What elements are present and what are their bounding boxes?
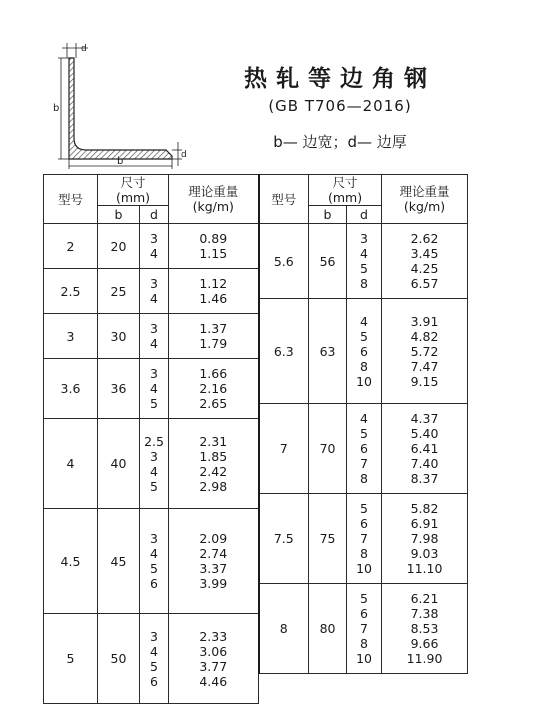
- model-cell: 2: [44, 224, 98, 269]
- width-cell: 70: [309, 404, 347, 494]
- weight-cell-value: 5.40: [410, 426, 439, 441]
- table-row: [44, 224, 468, 239]
- model-cell: 3: [44, 314, 98, 359]
- thickness-cell-value: 8: [360, 471, 368, 486]
- thickness-cell-value: 10: [356, 651, 372, 666]
- weight-cell-value: 3.06: [199, 643, 228, 659]
- weight-cell: [382, 584, 468, 674]
- width-cell: 45: [98, 509, 140, 614]
- thickness-cell-value: 4: [150, 643, 158, 659]
- weight-cell-value: 1.12: [199, 276, 228, 291]
- weight-cell-value: 9.03: [410, 546, 439, 561]
- weight-cell-value: 1.66: [199, 366, 228, 381]
- weight-cell-value: 4.82: [410, 328, 439, 344]
- width-cell: 25: [98, 269, 140, 314]
- width-cell: 80: [309, 584, 347, 674]
- weight-cell: [169, 509, 259, 614]
- model-cell: 4.5: [44, 509, 98, 614]
- thickness-cell-value: 6: [360, 516, 368, 531]
- thickness-cell-value: 7: [360, 621, 368, 636]
- thickness-cell-value: 7: [360, 456, 368, 471]
- diagram-label-d-right: d: [181, 150, 187, 160]
- weight-cell-value: 6.41: [410, 441, 439, 456]
- weight-cell-value: 1.46: [199, 291, 228, 306]
- header-size: [98, 175, 169, 206]
- header-size-line2: (mm): [115, 190, 151, 205]
- header-b: b: [98, 206, 140, 224]
- header-size-line2: (mm): [327, 190, 363, 205]
- thickness-cell-value: 3: [150, 628, 158, 644]
- weight-cell-value: 6.57: [410, 276, 439, 291]
- weight-cell-value: 8.53: [410, 621, 439, 636]
- model-cell: 5.6: [259, 224, 309, 299]
- legend-note: b— 边宽；d— 边厚: [273, 133, 407, 151]
- thickness-cell-value: 5: [360, 426, 368, 441]
- weight-cell: [169, 269, 259, 314]
- weight-cell-value: 3.91: [410, 313, 439, 329]
- header-weight-line2: (kg/m): [403, 199, 446, 214]
- weight-cell: [169, 419, 259, 509]
- thickness-cell: [347, 494, 382, 584]
- weight-cell-value: 1.15: [199, 246, 228, 261]
- thickness-cell-value: 4: [150, 463, 158, 479]
- weight-cell-value: 5.82: [410, 501, 439, 516]
- weight-cell-value: 6.21: [410, 591, 439, 606]
- model-cell: 7.5: [259, 494, 309, 584]
- weight-cell: [382, 299, 468, 404]
- weight-cell-value: 3.77: [199, 658, 228, 674]
- header-size-line1: 尺寸: [332, 175, 358, 190]
- model-cell: 2.5: [44, 269, 98, 314]
- weight-cell: [169, 359, 259, 419]
- weight-cell-value: 7.47: [410, 358, 439, 374]
- weight-cell-value: 2.09: [199, 531, 228, 546]
- header-d: d: [140, 206, 169, 224]
- thickness-cell-value: 8: [360, 636, 368, 651]
- model-cell: 4: [44, 419, 98, 509]
- thickness-cell-value: 5: [360, 591, 368, 606]
- weight-cell-value: 2.65: [199, 396, 228, 411]
- thickness-cell-value: 4: [150, 246, 158, 261]
- thickness-cell-value: 2.5: [144, 433, 164, 449]
- weight-cell: [382, 494, 468, 584]
- thickness-cell-value: 6: [150, 673, 158, 689]
- weight-cell-value: 3.99: [199, 576, 228, 591]
- thickness-cell-value: 3: [150, 531, 158, 546]
- thickness-cell: [140, 509, 169, 614]
- standard-code: (GB T706—2016): [268, 97, 412, 115]
- header-b-right: b: [309, 206, 347, 224]
- weight-cell-value: 2.42: [199, 463, 228, 479]
- thickness-cell: [347, 404, 382, 494]
- header-size-right: [309, 175, 382, 206]
- thickness-cell-value: 4: [360, 313, 368, 329]
- weight-cell-value: 6.91: [410, 516, 439, 531]
- weight-cell-value: 4.46: [199, 673, 228, 689]
- thickness-cell-value: 5: [150, 478, 158, 494]
- thickness-cell-value: 10: [356, 561, 372, 576]
- header-model: 型号: [44, 175, 98, 224]
- weight-cell-value: 2.62: [410, 231, 439, 246]
- thickness-cell-value: 8: [360, 358, 368, 374]
- weight-cell-value: 5.72: [410, 343, 439, 359]
- weight-cell-value: 1.79: [199, 336, 228, 351]
- model-cell: 3.6: [44, 359, 98, 419]
- thickness-cell: [140, 269, 169, 314]
- weight-cell-value: 1.37: [199, 321, 228, 336]
- thickness-cell-value: 4: [150, 546, 158, 561]
- header-model-right: 型号: [259, 175, 309, 224]
- model-cell: 8: [259, 584, 309, 674]
- thickness-cell: [140, 359, 169, 419]
- thickness-cell-value: 3: [360, 231, 368, 246]
- width-cell: 75: [309, 494, 347, 584]
- thickness-cell-value: 3: [150, 366, 158, 381]
- weight-cell-value: 2.98: [199, 478, 228, 494]
- weight-cell-value: 1.85: [199, 448, 228, 464]
- thickness-cell-value: 8: [360, 276, 368, 291]
- weight-cell-value: 7.98: [410, 531, 439, 546]
- thickness-cell-value: 6: [360, 343, 368, 359]
- thickness-cell: [140, 314, 169, 359]
- thickness-cell-value: 3: [150, 321, 158, 336]
- width-cell: 20: [98, 224, 140, 269]
- thickness-cell-value: 6: [150, 576, 158, 591]
- thickness-cell-value: 5: [150, 561, 158, 576]
- weight-cell-value: 8.37: [410, 471, 439, 486]
- width-cell: 30: [98, 314, 140, 359]
- weight-cell-value: 2.16: [199, 381, 228, 396]
- thickness-cell-value: 5: [360, 261, 368, 276]
- width-cell: 56: [309, 224, 347, 299]
- header-weight-line1: 理论重量: [188, 184, 239, 199]
- weight-cell: [382, 404, 468, 494]
- weight-cell: [169, 614, 259, 704]
- spec-table: [43, 174, 468, 704]
- weight-cell-value: 4.25: [410, 261, 439, 276]
- diagram-label-b-left: b: [53, 103, 60, 114]
- page-title: 热轧等边角钢: [244, 66, 436, 92]
- width-cell: 36: [98, 359, 140, 419]
- header-weight-right: [382, 175, 468, 224]
- thickness-cell-value: 4: [150, 336, 158, 351]
- weight-cell-value: 7.38: [410, 606, 439, 621]
- weight-cell: [169, 314, 259, 359]
- thickness-cell-value: 3: [150, 276, 158, 291]
- thickness-cell-value: 10: [356, 373, 372, 389]
- thickness-cell-value: 5: [150, 396, 158, 411]
- weight-cell-value: 3.37: [199, 561, 228, 576]
- weight-cell: [169, 224, 259, 269]
- header-size-line1: 尺寸: [120, 175, 146, 190]
- weight-cell-value: 9.15: [410, 373, 439, 389]
- weight-cell-value: 4.37: [410, 411, 439, 426]
- width-cell: 50: [98, 614, 140, 704]
- header-weight-line1: 理论重量: [399, 184, 450, 199]
- thickness-cell-value: 8: [360, 546, 368, 561]
- thickness-cell: [140, 419, 169, 509]
- thickness-cell: [347, 224, 382, 299]
- thickness-cell-value: 6: [360, 606, 368, 621]
- thickness-cell: [347, 299, 382, 404]
- thickness-cell-value: 5: [360, 501, 368, 516]
- thickness-cell-value: 4: [360, 246, 368, 261]
- thickness-cell: [347, 584, 382, 674]
- thickness-cell: [140, 224, 169, 269]
- thickness-cell-value: 3: [150, 448, 158, 464]
- thickness-cell-value: 6: [360, 441, 368, 456]
- thickness-cell-value: 4: [360, 411, 368, 426]
- header-weight: [169, 175, 259, 224]
- header-d-right: d: [347, 206, 382, 224]
- model-cell: 5: [44, 614, 98, 704]
- width-cell: 63: [309, 299, 347, 404]
- weight-cell-value: 2.74: [199, 546, 228, 561]
- angle-section-diagram: [40, 38, 200, 174]
- diagram-label-b-bottom: b: [117, 156, 124, 167]
- thickness-cell: [140, 614, 169, 704]
- weight-cell-value: 3.45: [410, 246, 439, 261]
- weight-cell-value: 7.40: [410, 456, 439, 471]
- model-cell: 6.3: [259, 299, 309, 404]
- thickness-cell-value: 4: [150, 291, 158, 306]
- weight-cell: [382, 224, 468, 299]
- width-cell: 40: [98, 419, 140, 509]
- thickness-cell-value: 3: [150, 231, 158, 246]
- thickness-cell-value: 4: [150, 381, 158, 396]
- weight-cell-value: 9.66: [410, 636, 439, 651]
- weight-cell-value: 11.10: [406, 561, 443, 576]
- thickness-cell-value: 5: [150, 658, 158, 674]
- weight-cell-value: 11.90: [406, 651, 443, 666]
- model-cell: 7: [259, 404, 309, 494]
- header-weight-line2: (kg/m): [192, 199, 234, 214]
- thickness-cell-value: 7: [360, 531, 368, 546]
- thickness-cell-value: 5: [360, 328, 368, 344]
- diagram-label-d-top: d: [81, 44, 87, 54]
- weight-cell-value: 0.89: [199, 231, 228, 246]
- weight-cell-value: 2.31: [199, 433, 228, 449]
- weight-cell-value: 2.33: [199, 628, 228, 644]
